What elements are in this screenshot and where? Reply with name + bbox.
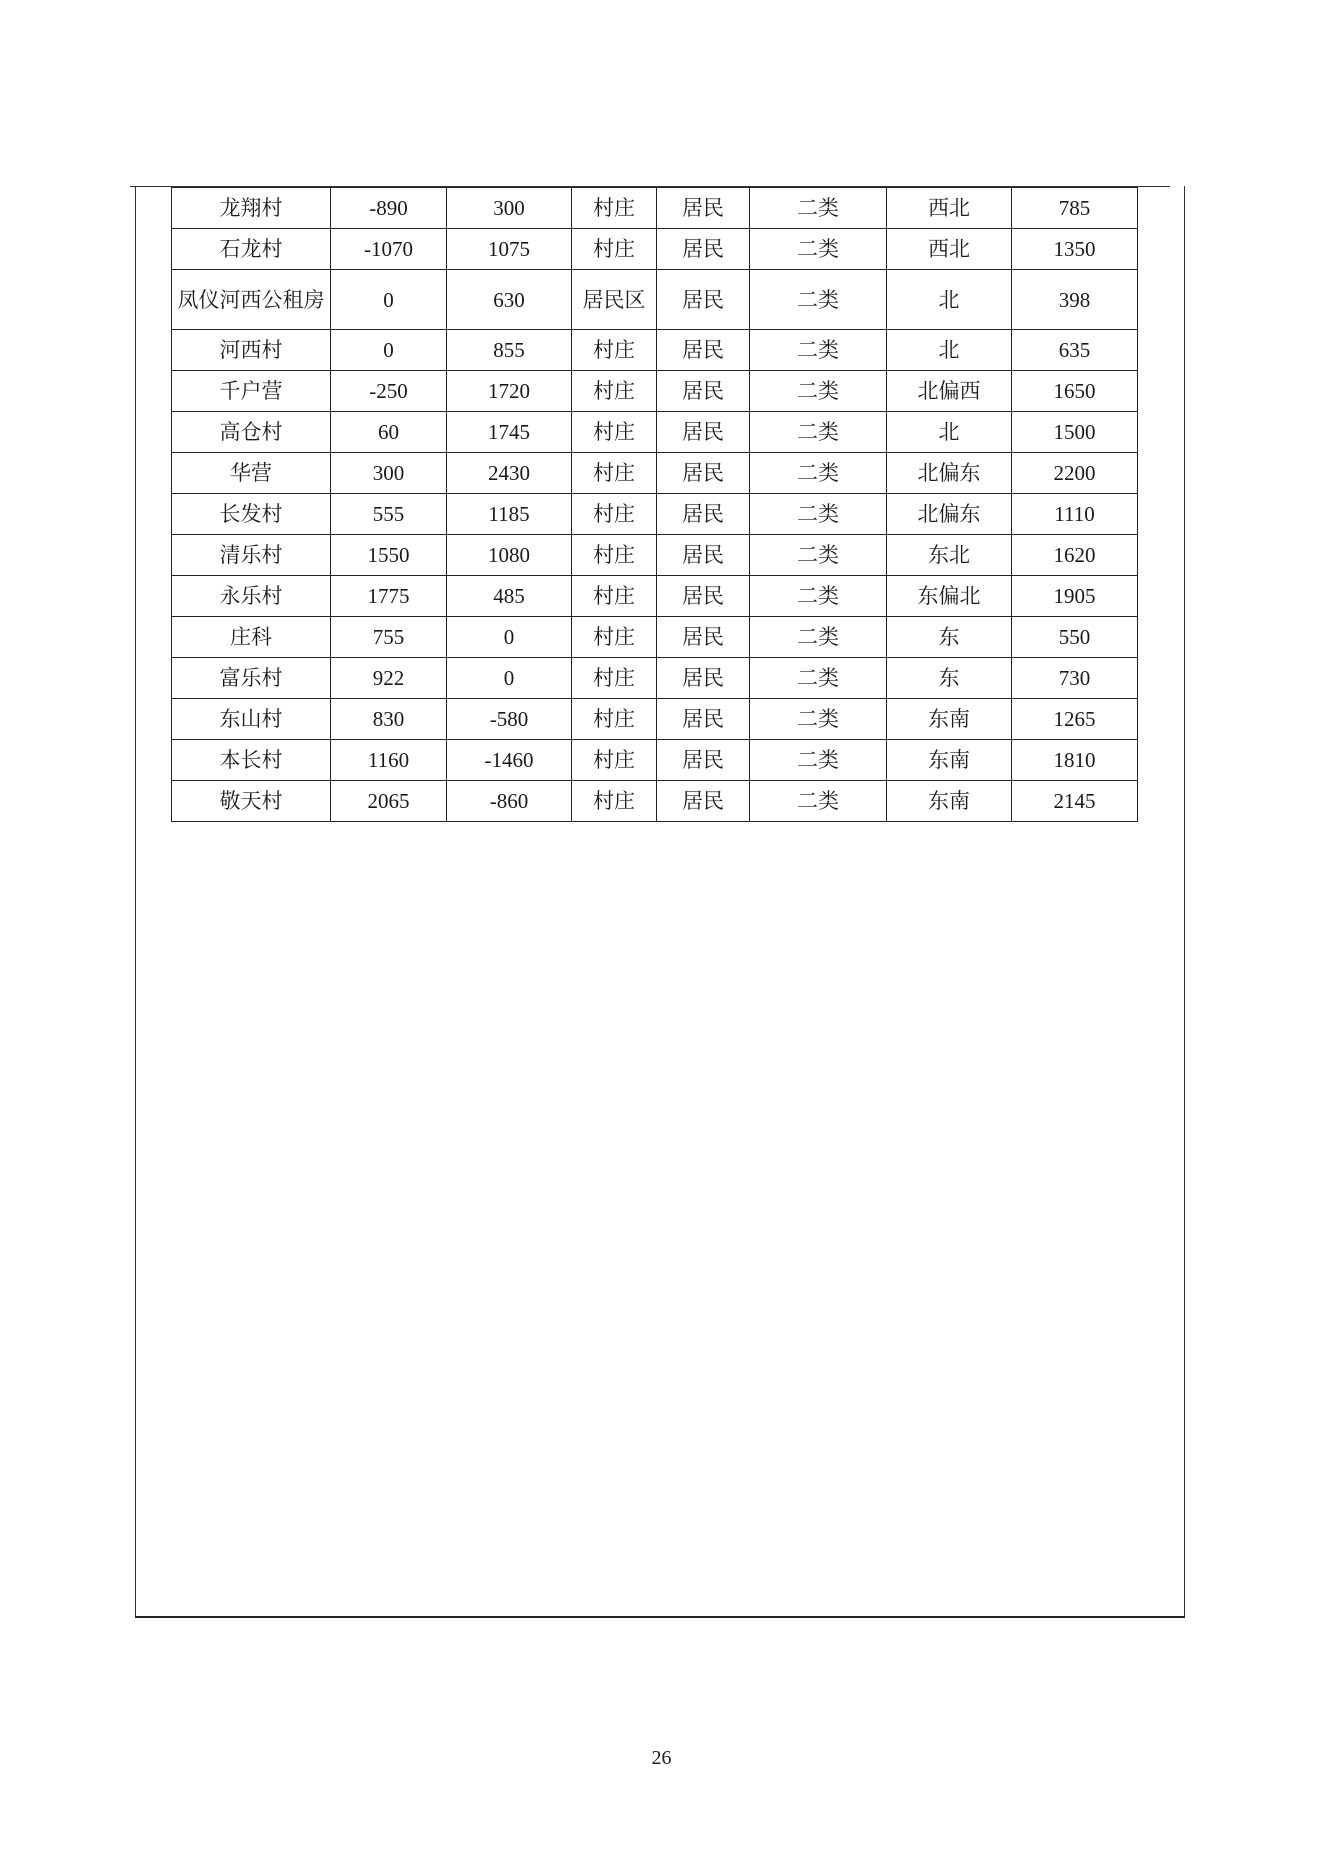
cell-y: 300 [447,188,572,229]
cell-object: 居民 [657,453,750,494]
cell-distance: 398 [1012,270,1138,330]
cell-x: 300 [331,453,447,494]
table-row [172,412,1138,453]
cell-distance: 1265 [1012,699,1138,740]
cell-type: 村庄 [572,330,657,371]
cell-type: 村庄 [572,371,657,412]
cell-name: 华营 [172,453,331,494]
cell-type: 村庄 [572,412,657,453]
cell-x: 1550 [331,535,447,576]
page-number: 26 [651,1747,672,1769]
cell-y: -580 [447,699,572,740]
cell-class: 二类 [750,494,887,535]
cell-type: 村庄 [572,658,657,699]
table-row [172,740,1138,781]
table-row [172,453,1138,494]
cell-class: 二类 [750,576,887,617]
table-row [172,270,1138,330]
cell-class: 二类 [750,658,887,699]
cell-object: 居民 [657,699,750,740]
cell-name: 高仓村 [172,412,331,453]
cell-y: 0 [447,617,572,658]
cell-type: 村庄 [572,229,657,270]
table-row [172,188,1138,229]
cell-x: 922 [331,658,447,699]
cell-type: 村庄 [572,453,657,494]
cell-direction: 西北 [887,229,1012,270]
cell-object: 居民 [657,576,750,617]
cell-x: -890 [331,188,447,229]
table-row [172,371,1138,412]
cell-class: 二类 [750,188,887,229]
cell-class: 二类 [750,740,887,781]
cell-x: 755 [331,617,447,658]
cell-type: 村庄 [572,781,657,822]
cell-direction: 东 [887,658,1012,699]
sensitive-targets-table [171,187,1138,822]
cell-class: 二类 [750,699,887,740]
table-row [172,330,1138,371]
cell-distance: 1620 [1012,535,1138,576]
cell-distance: 550 [1012,617,1138,658]
cell-x: 2065 [331,781,447,822]
cell-class: 二类 [750,781,887,822]
cell-y: -860 [447,781,572,822]
cell-y: -1460 [447,740,572,781]
cell-name: 富乐村 [172,658,331,699]
cell-y: 630 [447,270,572,330]
cell-distance: 1110 [1012,494,1138,535]
cell-direction: 东 [887,617,1012,658]
table-row [172,229,1138,270]
cell-object: 居民 [657,412,750,453]
cell-distance: 1650 [1012,371,1138,412]
cell-y: 1720 [447,371,572,412]
cell-direction: 东南 [887,699,1012,740]
cell-type: 村庄 [572,535,657,576]
cell-name: 清乐村 [172,535,331,576]
cell-object: 居民 [657,188,750,229]
cell-distance: 635 [1012,330,1138,371]
cell-name: 庄科 [172,617,331,658]
table-row [172,576,1138,617]
cell-type: 村庄 [572,699,657,740]
cell-x: 0 [331,270,447,330]
cell-direction: 东北 [887,535,1012,576]
cell-object: 居民 [657,781,750,822]
cell-object: 居民 [657,535,750,576]
cell-class: 二类 [750,270,887,330]
cell-name: 河西村 [172,330,331,371]
cell-direction: 北 [887,330,1012,371]
cell-name: 千户营 [172,371,331,412]
cell-distance: 2145 [1012,781,1138,822]
cell-distance: 1350 [1012,229,1138,270]
cell-direction: 北偏东 [887,453,1012,494]
cell-distance: 1500 [1012,412,1138,453]
table-row [172,781,1138,822]
cell-distance: 1905 [1012,576,1138,617]
cell-distance: 1810 [1012,740,1138,781]
cell-object: 居民 [657,740,750,781]
cell-type: 村庄 [572,188,657,229]
table-row [172,535,1138,576]
cell-class: 二类 [750,371,887,412]
cell-type: 村庄 [572,740,657,781]
cell-class: 二类 [750,229,887,270]
cell-direction: 北 [887,270,1012,330]
cell-y: 855 [447,330,572,371]
table-row [172,617,1138,658]
cell-direction: 北 [887,412,1012,453]
cell-object: 居民 [657,494,750,535]
cell-object: 居民 [657,270,750,330]
cell-object: 居民 [657,330,750,371]
cell-name: 长发村 [172,494,331,535]
table-row [172,658,1138,699]
cell-type: 村庄 [572,576,657,617]
cell-y: 1080 [447,535,572,576]
cell-direction: 西北 [887,188,1012,229]
cell-class: 二类 [750,412,887,453]
cell-object: 居民 [657,617,750,658]
cell-direction: 东南 [887,740,1012,781]
cell-x: -250 [331,371,447,412]
cell-x: 60 [331,412,447,453]
cell-name: 本长村 [172,740,331,781]
cell-y: 1745 [447,412,572,453]
cell-direction: 东偏北 [887,576,1012,617]
cell-class: 二类 [750,617,887,658]
cell-class: 二类 [750,453,887,494]
cell-class: 二类 [750,330,887,371]
cell-name: 凤仪河西公租房 [172,270,331,330]
cell-direction: 北偏东 [887,494,1012,535]
cell-object: 居民 [657,371,750,412]
cell-x: 0 [331,330,447,371]
cell-y: 2430 [447,453,572,494]
cell-object: 居民 [657,658,750,699]
cell-x: -1070 [331,229,447,270]
cell-y: 485 [447,576,572,617]
cell-x: 830 [331,699,447,740]
cell-y: 1075 [447,229,572,270]
cell-type: 居民区 [572,270,657,330]
cell-name: 石龙村 [172,229,331,270]
table-row [172,699,1138,740]
table-row [172,494,1138,535]
cell-direction: 东南 [887,781,1012,822]
cell-distance: 2200 [1012,453,1138,494]
cell-name: 敬天村 [172,781,331,822]
cell-direction: 北偏西 [887,371,1012,412]
cell-x: 1775 [331,576,447,617]
cell-class: 二类 [750,535,887,576]
cell-x: 555 [331,494,447,535]
cell-x: 1160 [331,740,447,781]
cell-y: 0 [447,658,572,699]
cell-type: 村庄 [572,617,657,658]
cell-name: 龙翔村 [172,188,331,229]
cell-name: 永乐村 [172,576,331,617]
cell-object: 居民 [657,229,750,270]
cell-distance: 785 [1012,188,1138,229]
cell-distance: 730 [1012,658,1138,699]
cell-y: 1185 [447,494,572,535]
cell-name: 东山村 [172,699,331,740]
cell-type: 村庄 [572,494,657,535]
